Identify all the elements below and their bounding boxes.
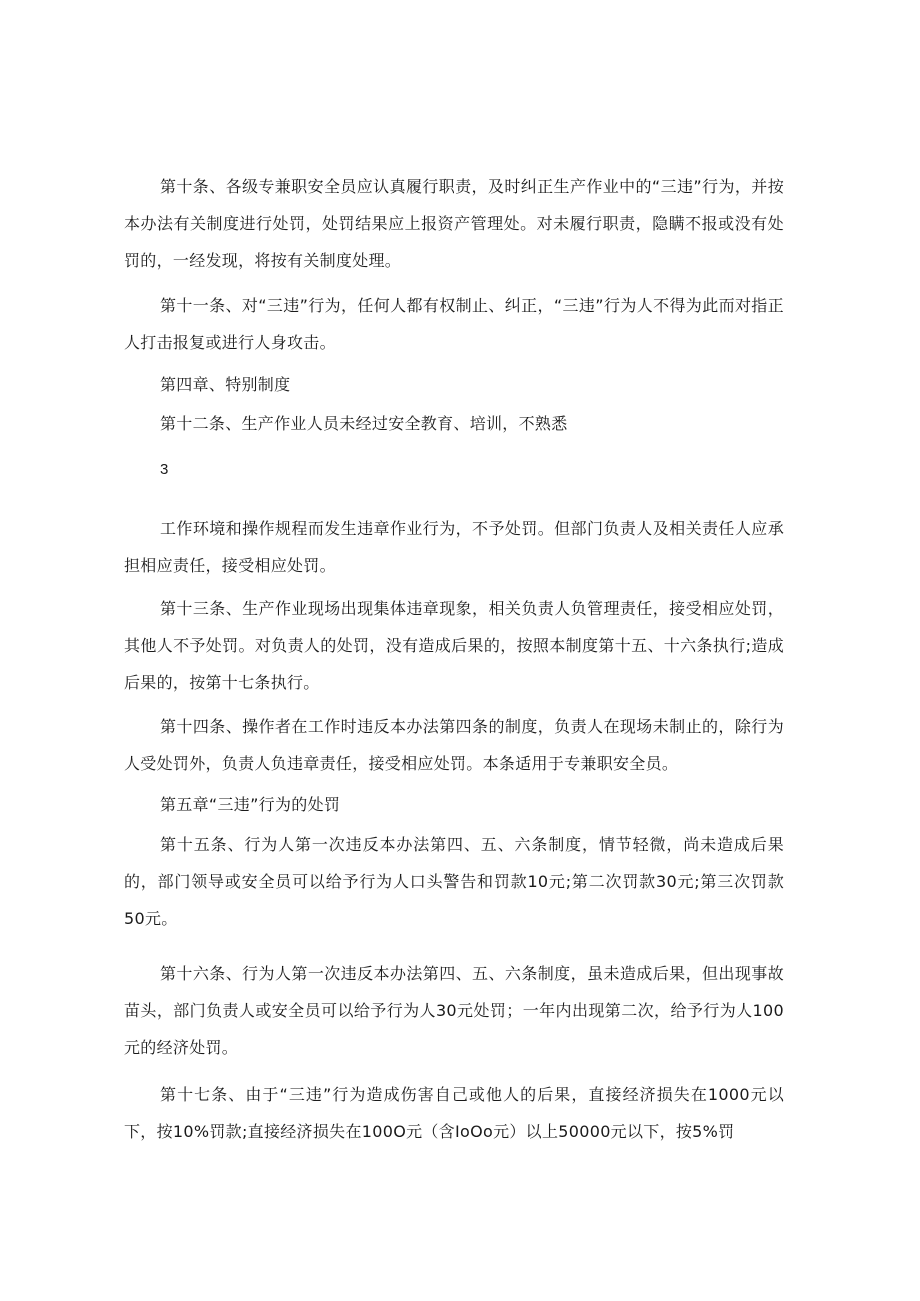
article-10-paragraph: 第十条、各级专兼职安全员应认真履行职责，及时纠正生产作业中的“三违”行为，并按本办法有关制度进行处罚，处罚结果应上报资产管理处。对未履行职责，隐瞒不报或没有处罚的，一经发现，将按有关制度处理。: [124, 177, 784, 270]
article-16-paragraph: 第十六条、行为人第一次违反本办法第四、五、六条制度，虽未造成后果，但出现事故苗头，部门负责人或安全员可以给予行为人30元处罚；一年内出现第二次，给予行为人100元的经济处罚。: [124, 964, 784, 1057]
article-11-paragraph: 第十一条、对“三违”行为，任何人都有权制止、纠正，“三违”行为人不得为此而对指正人打击报复或进行人身攻击。: [124, 296, 784, 352]
article-14-paragraph: 第十四条、操作者在工作时违反本办法第四条的制度，负责人在现场未制止的，除行为人受处罚外，负责人负违章责任，接受相应处罚。本条适用于专兼职安全员。: [124, 717, 784, 773]
article-15-paragraph: 第十五条、行为人第一次违反本办法第四、五、六条制度，情节轻微，尚未造成后果的，部门领导或安全员可以给予行为人口头警告和罚款10元;第二次罚款30元;第三次罚款50元。: [124, 835, 784, 928]
chapter-5-heading: 第五章“三违”行为的处罚: [160, 795, 341, 814]
article-13-paragraph: 第十三条、生产作业现场出现集体违章现象，相关负责人负管理责任，接受相应处罚，其他人不予处罚。对负责人的处罚，没有造成后果的，按照本制度第十五、十六条执行;造成后果的，按第十七条执行。: [124, 599, 784, 692]
chapter-4-heading: 第四章、特别制度: [160, 375, 291, 394]
article-12-paragraph-continued: 工作环境和操作规程而发生违章作业行为，不予处罚。但部门负责人及相关责任人应承担相应责任，接受相应处罚。: [124, 519, 784, 575]
page-number: 3: [160, 461, 169, 478]
article-17-paragraph: 第十七条、由于“三违”行为造成伤害自己或他人的后果，直接经济损失在1000元以下，按10%罚款;直接经济损失在100O元（含IoOo元）以上50000元以下，按5%罚: [124, 1085, 784, 1141]
article-12-paragraph-start: 第十二条、生产作业人员未经过安全教育、培训，不熟悉: [160, 414, 568, 433]
